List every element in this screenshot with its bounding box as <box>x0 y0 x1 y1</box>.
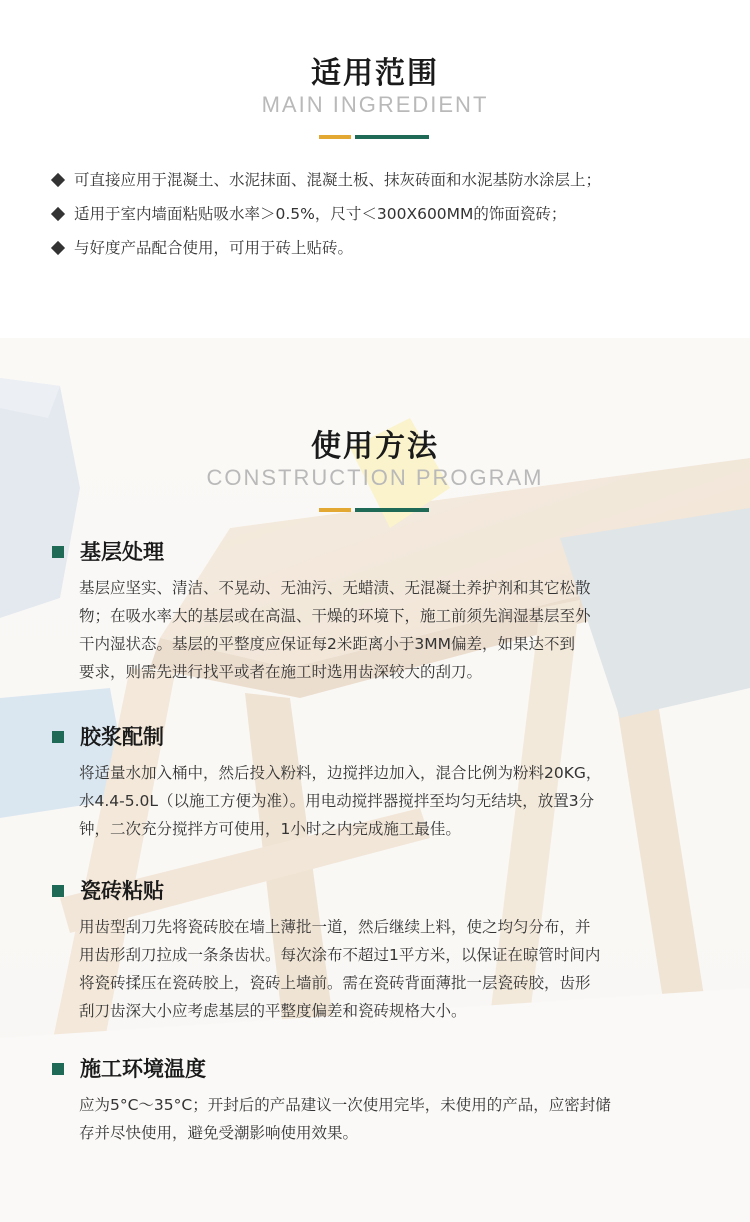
step-heading-text: 瓷砖粘贴 <box>80 879 164 903</box>
step-line: 钟，二次充分搅拌方可使用，1小时之内完成施工最佳。 <box>79 820 461 838</box>
scope-item-text: 与好度产品配合使用，可用于砖上贴砖。 <box>74 239 354 257</box>
diamond-bullet-icon <box>51 241 65 255</box>
step-description <box>79 1091 715 1147</box>
scope-item-text: 适用于室内墙面粘贴吸水率＞0.5%，尺寸＜300X600MM的饰面瓷砖； <box>74 205 567 223</box>
step-heading-text: 胶浆配制 <box>80 725 164 749</box>
step-line: 用齿型刮刀先将瓷砖胶在墙上薄批一道，然后继续上料，使之均匀分布，并 <box>79 918 591 936</box>
diamond-bullet-icon <box>51 207 65 221</box>
diamond-bullet-icon <box>51 173 65 187</box>
step-description <box>79 913 715 1025</box>
step-line: 要求，则需先进行找平或者在施工时选用齿深较大的刮刀。 <box>79 663 483 681</box>
step-line: 物；在吸水率大的基层或在高温、干燥的环境下，施工前须先润湿基层至外 <box>79 607 591 625</box>
square-marker-icon <box>52 1063 64 1075</box>
scope-item-text: 可直接应用于混凝土、水泥抹面、混凝土板、抹灰砖面和水泥基防水涂层上； <box>74 171 602 189</box>
title-divider <box>319 508 429 512</box>
method-content <box>0 338 750 1222</box>
step-heading-text: 施工环境温度 <box>80 1057 206 1081</box>
step-line: 刮刀齿深大小应考虑基层的平整度偏差和瓷砖规格大小。 <box>79 1002 467 1020</box>
step-heading-text: 基层处理 <box>80 540 164 564</box>
step-description <box>79 574 715 686</box>
step-line: 将瓷砖揉压在瓷砖胶上，瓷砖上墙前。需在瓷砖背面薄批一层瓷砖胶，齿形 <box>79 974 591 992</box>
scope-section <box>0 0 750 338</box>
list-item <box>52 171 732 205</box>
scope-subtitle: MAIN INGREDIENT <box>261 92 489 117</box>
step-description <box>79 759 715 843</box>
square-marker-icon <box>52 885 64 897</box>
method-section <box>0 338 750 1222</box>
step-line: 将适量水加入桶中，然后投入粉料，边搅拌边加入，混合比例为粉料20KG， <box>79 764 602 782</box>
method-title: 使用方法 <box>311 429 439 464</box>
title-divider <box>319 135 429 139</box>
square-marker-icon <box>52 546 64 558</box>
method-subtitle: CONSTRUCTION PROGRAM <box>206 465 544 490</box>
square-marker-icon <box>52 731 64 743</box>
step-line: 应为5°C～35°C；开封后的产品建议一次使用完毕，未使用的产品，应密封储 <box>79 1096 611 1114</box>
step-line: 水4.4-5.0L（以施工方便为准）。用电动搅拌器搅拌至均匀无结块，放置3分 <box>79 792 595 810</box>
step-line: 存并尽快使用，避免受潮影响使用效果。 <box>79 1124 359 1142</box>
list-item <box>52 239 732 273</box>
list-item <box>52 205 732 239</box>
divider-yellow-bar <box>319 135 351 139</box>
step-line: 干内湿状态。基层的平整度应保证每2米距离小于3MM偏差，如果达不到 <box>79 635 575 653</box>
step-line: 基层应坚实、清洁、不晃动、无油污、无蜡渍、无混凝土养护剂和其它松散 <box>79 579 591 597</box>
divider-green-bar <box>355 508 429 512</box>
divider-green-bar <box>355 135 429 139</box>
divider-yellow-bar <box>319 508 351 512</box>
scope-list <box>52 171 732 273</box>
step-line: 用齿形刮刀拉成一条条齿状。每次涂布不超过1平方米，以保证在晾管时间内 <box>79 946 601 964</box>
scope-title: 适用范围 <box>311 56 439 91</box>
